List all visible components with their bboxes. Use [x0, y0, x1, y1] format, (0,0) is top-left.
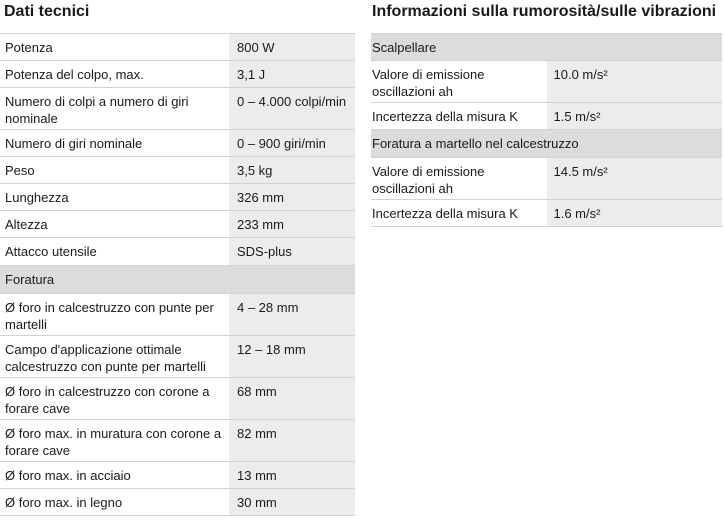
spec-label: Valore di emissione oscillazioni ah	[371, 158, 547, 200]
spec-value: 82 mm	[229, 420, 355, 462]
table-row	[0, 130, 355, 157]
spec-label: Ø foro in calcestruzzo con corone a forare cave	[0, 378, 229, 420]
tech-specs-title: Dati tecnici	[4, 3, 90, 20]
section-label: Foratura	[0, 266, 355, 294]
noise-vibration-title: Informazioni sulla rumorosità/sulle vibrazioni	[372, 3, 717, 20]
spec-label: Ø foro max. in legno	[0, 489, 229, 516]
spec-value: 14.5 m/s²	[547, 158, 723, 200]
spec-label: Attacco utensile	[0, 238, 229, 266]
table-row	[0, 157, 355, 184]
spec-label: Potenza del colpo, max.	[0, 61, 229, 88]
section-label: Foratura a martello nel calcestruzzo	[371, 130, 722, 158]
spec-value: 10.0 m/s²	[547, 61, 723, 103]
section-header	[0, 266, 355, 294]
table-row	[0, 34, 355, 61]
table-row	[0, 462, 355, 489]
section-label: Scalpellare	[371, 34, 722, 61]
table-row	[0, 420, 355, 462]
spec-label: Campo d'applicazione ottimale calcestruzzo con punte per martelli	[0, 336, 229, 378]
spec-label: Peso	[0, 157, 229, 184]
spec-value: 4 – 28 mm	[229, 294, 355, 336]
spec-value: 0 – 900 giri/min	[229, 130, 355, 157]
spec-label: Numero di colpi a numero di giri nominale	[0, 88, 229, 130]
table-row	[0, 489, 355, 516]
table-row	[0, 378, 355, 420]
table-row	[0, 336, 355, 378]
section-header	[371, 130, 722, 158]
noise-vibration-table	[371, 33, 722, 227]
table-row	[0, 238, 355, 266]
spec-label: Valore di emissione oscillazioni ah	[371, 61, 547, 103]
spec-label: Ø foro in calcestruzzo con punte per martelli	[0, 294, 229, 336]
spec-label: Incertezza della misura K	[371, 103, 547, 130]
spec-label: Lunghezza	[0, 184, 229, 211]
spec-value: 30 mm	[229, 489, 355, 516]
spec-label: Potenza	[0, 34, 229, 61]
spec-value: 1.5 m/s²	[547, 103, 723, 130]
spec-value: 326 mm	[229, 184, 355, 211]
table-row	[0, 184, 355, 211]
table-row	[0, 61, 355, 88]
table-row	[371, 103, 722, 130]
spec-label: Incertezza della misura K	[371, 200, 547, 227]
spec-value: 68 mm	[229, 378, 355, 420]
spec-value: 1.6 m/s²	[547, 200, 723, 227]
noise-vibration-column	[371, 0, 722, 227]
spec-value: 0 – 4.000 colpi/min	[229, 88, 355, 130]
spec-label: Ø foro max. in muratura con corone a forare cave	[0, 420, 229, 462]
spec-value: 3,1 J	[229, 61, 355, 88]
tech-specs-column	[0, 0, 355, 516]
table-row	[371, 200, 722, 227]
spec-value: 800 W	[229, 34, 355, 61]
spec-label: Numero di giri nominale	[0, 130, 229, 157]
spec-value: 233 mm	[229, 211, 355, 238]
spec-label: Altezza	[0, 211, 229, 238]
spec-value: 3,5 kg	[229, 157, 355, 184]
spec-value: SDS-plus	[229, 238, 355, 266]
tech-specs-table	[0, 33, 355, 516]
section-header	[371, 34, 722, 61]
spec-value: 12 – 18 mm	[229, 336, 355, 378]
table-row	[371, 158, 722, 200]
spec-value: 13 mm	[229, 462, 355, 489]
table-row	[0, 294, 355, 336]
table-row	[371, 61, 722, 103]
table-row	[0, 211, 355, 238]
table-row	[0, 88, 355, 130]
spec-label: Ø foro max. in acciaio	[0, 462, 229, 489]
